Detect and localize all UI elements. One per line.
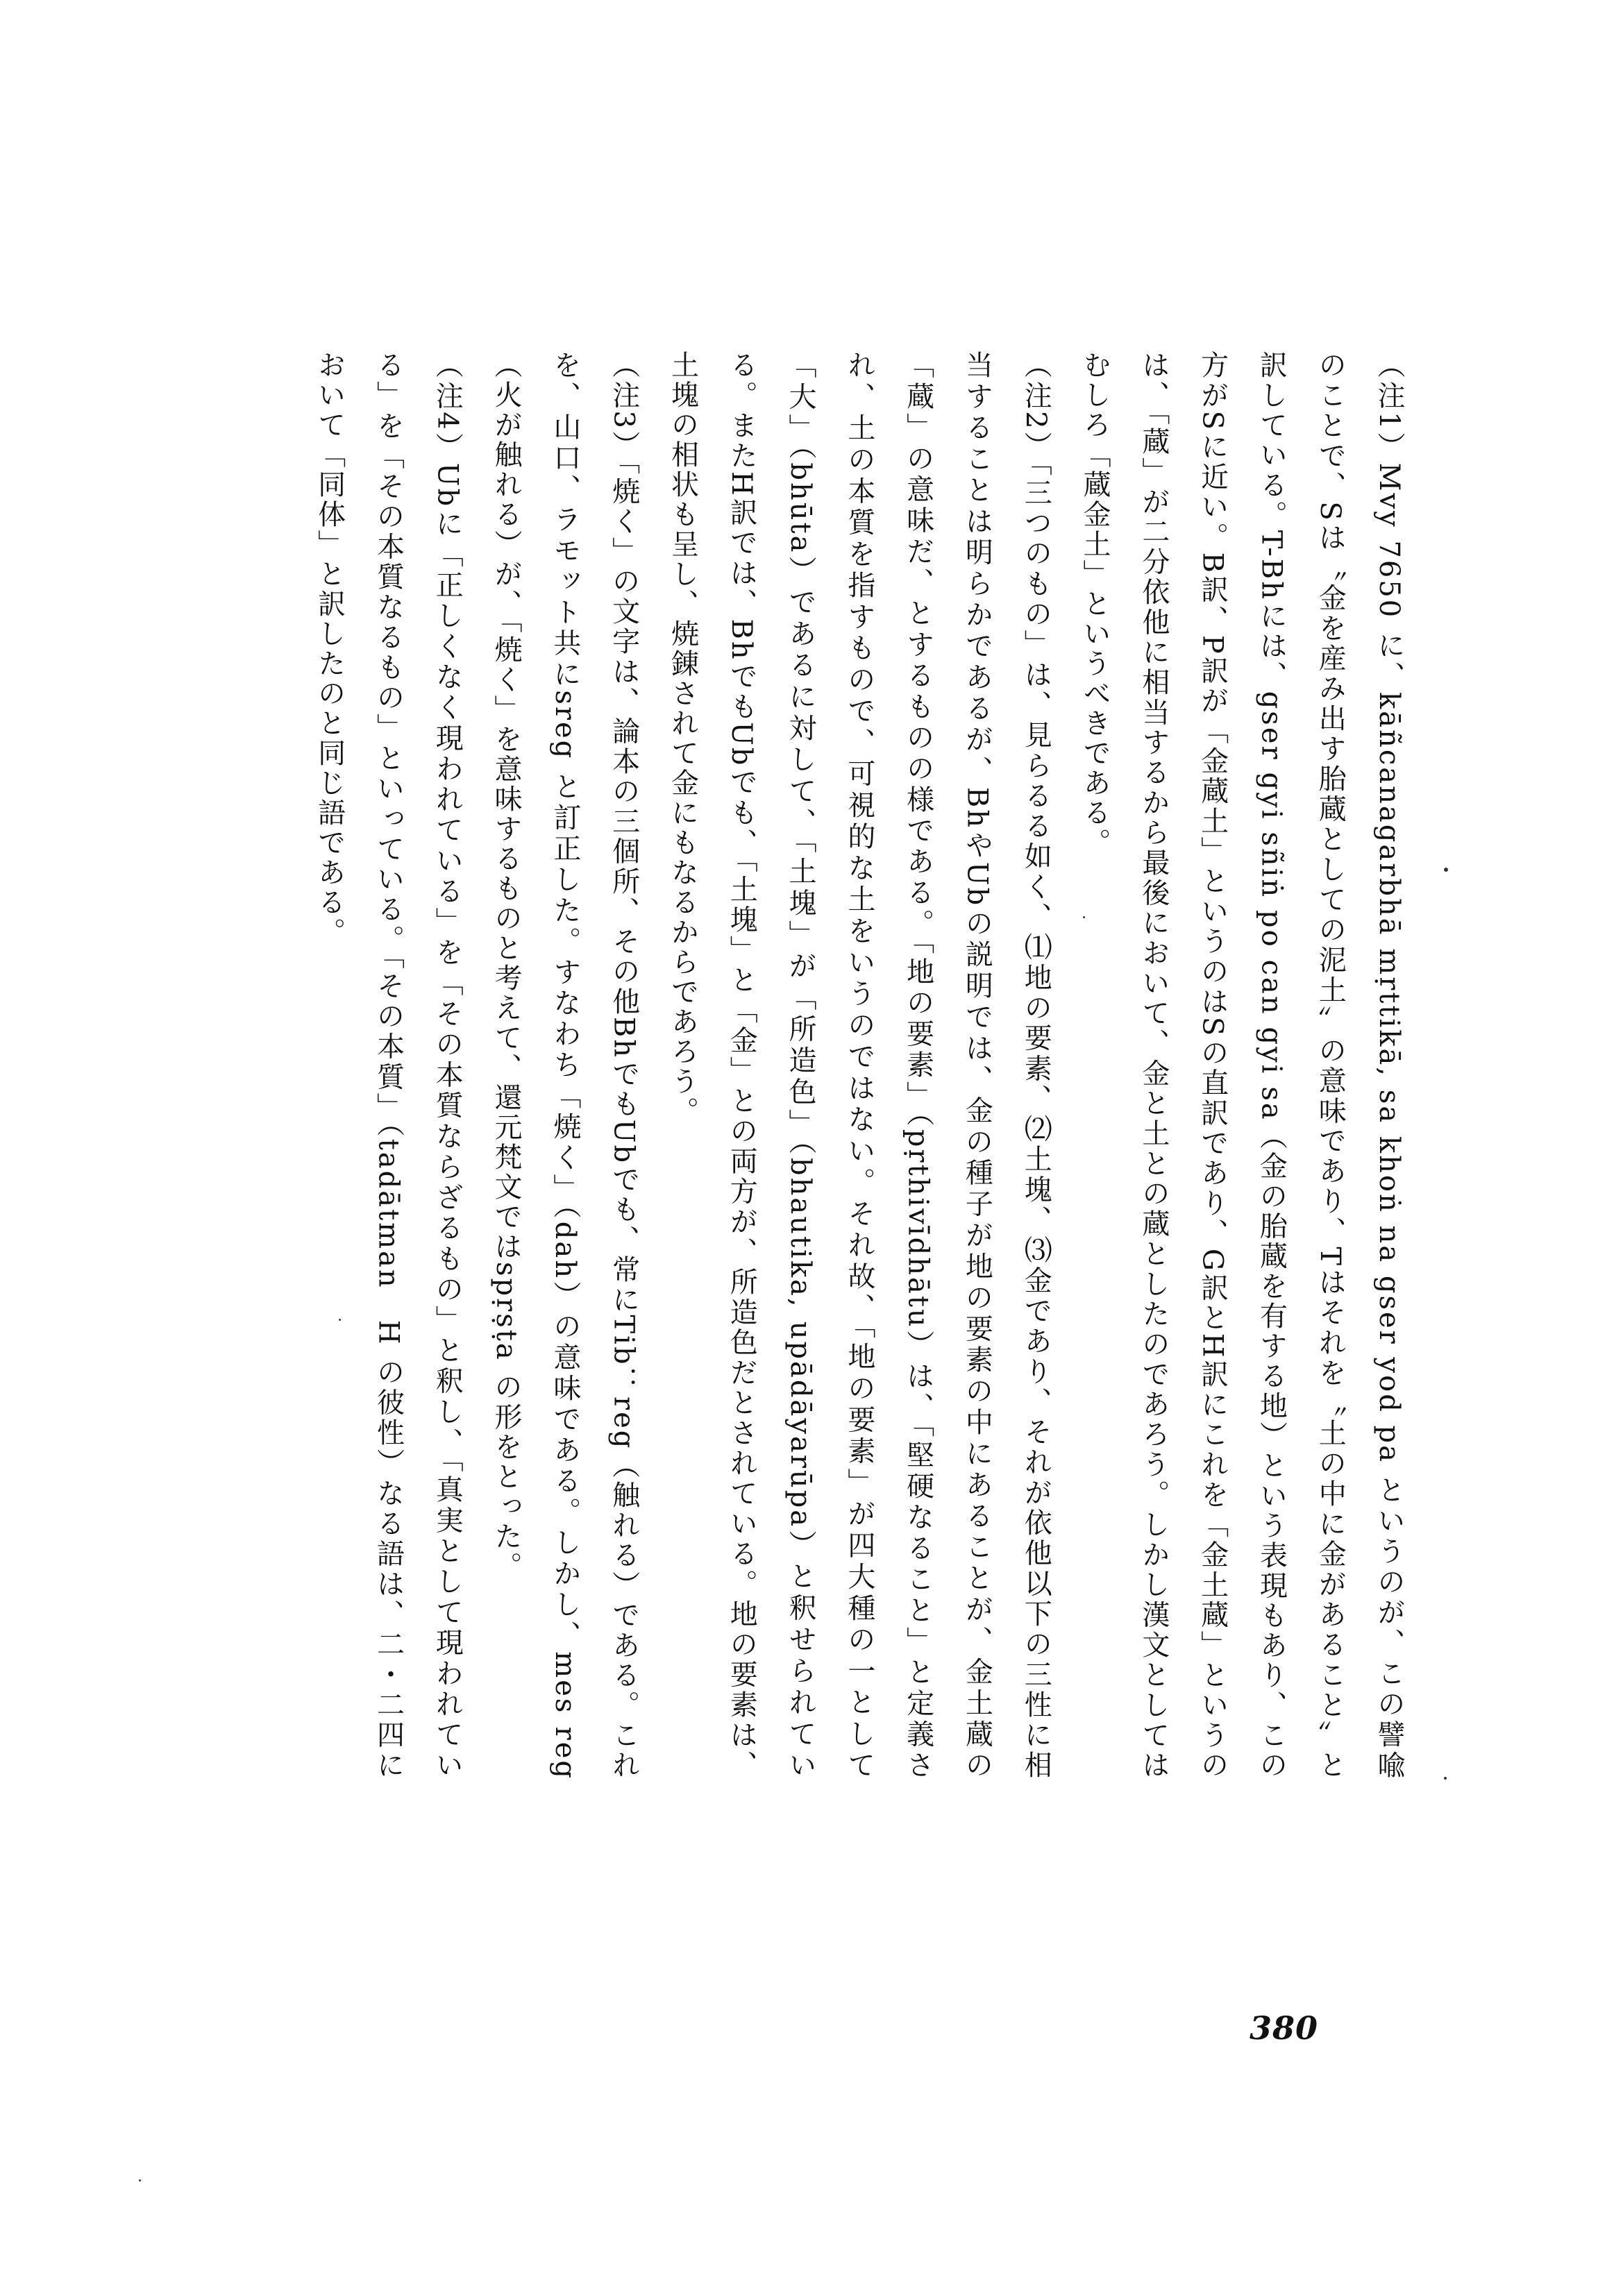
note-3-text: 「焼く」の文字は、論本の三個所、その他BhでもUbでも、常にTib：reg（触れる）である。これを、山口、ラモット共にsreg と訂正した。すなわち「焼く」（dah）の意味である。しかし、mes reg（火が触れる）が、「焼く」を意味するものと考えて、還元梵文ではspṛṣṭa の形をとった。 (490, 351, 640, 1781)
note-1-label: （注1） (1373, 351, 1405, 463)
note-4 (300, 351, 476, 1780)
scan-speck (1444, 1777, 1447, 1780)
note-3-label: （注3） (607, 351, 640, 461)
note-1 (1065, 351, 1418, 1780)
scan-speck (1444, 868, 1448, 872)
scan-speck (139, 2179, 141, 2181)
note-4-text: Ubに「正しくなく現われている」を「その本質ならざるもの」と釈し、「真実として現われている」を「その本質なるもの」といっている。「その本質」（tadātman H の彼性）なる語は、二・二四において「同体」と訳したのと同じ語である。 (313, 351, 464, 1780)
scan-speck (1083, 916, 1085, 918)
note-3 (476, 351, 653, 1780)
note-2-label: （注2） (1020, 351, 1052, 462)
notes-text-block (300, 351, 1418, 1780)
note-4-label: （注4） (431, 351, 464, 463)
note-2 (653, 351, 1066, 1780)
note-2-text: 「三つのもの」は、見らるる如く、⑴地の要素、⑵土塊、⑶金であり、それが依他以下の三性に相当することは明らかであるが、BhやUbの説明では、金の種子が地の要素の中にあることが、金土蔵の「蔵」の意味だ、とするものの様である。「地の要素」（pṛthivīdhātu）は、「堅硬なること」と定義され、土の本質を指すもので、可視的な土をいうのではない。それ故、「地の要素」が四大種の一として「大」（bhūta）であるに対して、「土塊」が「所造色」（bhautika, upādāyarūpa）と釈せられている。またH訳では、BhでもUbでも、「土塊」と「金」との両方が、所造色だとされている。地の要素は、土塊の相状も呈し、焼錬されて金にもなるからであろう。 (666, 351, 1052, 1781)
scan-speck (339, 1319, 341, 1321)
page-number: 380 (1250, 2009, 1319, 2047)
note-1-text: Mvy 7650 に、kāñcanagarbhā mṛttikā, sa khoṅ na gser yod pa というのが、この譬喩のことで、Sは〝金を産み出す胎蔵としての泥土〟の意味であり、Tはそれを〝土の中に金があること〟と訳している。T-Bhには、gser gyi sñiṅ po can gyi sa（金の胎蔵を有する地）という表現もあり、この方がSに近い。B訳、P訳が「金蔵土」というのはSの直訳であり、G訳とH訳にこれを「金土蔵」というのは、「蔵」が二分依他に相当するから最後において、金と土との蔵としたのであろう。しかし漢文としてはむしろ「蔵金土」というべきである。 (1079, 351, 1405, 1780)
